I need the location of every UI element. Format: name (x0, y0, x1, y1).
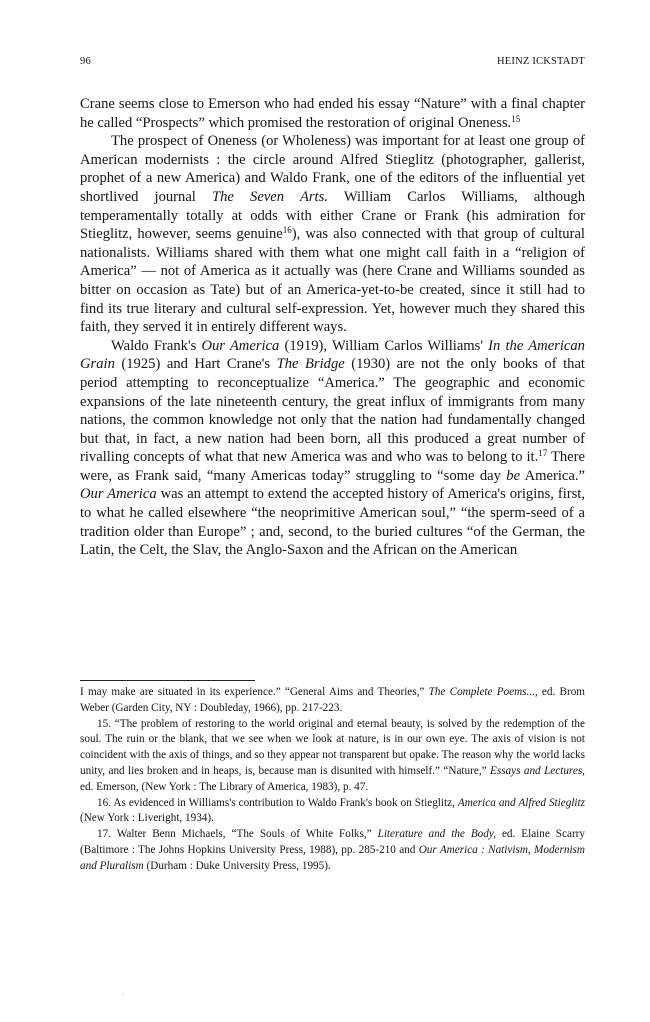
text-run: America.” (520, 467, 585, 484)
text-run: Crane seems close to Emerson who had ended his essay “Nature” with a final chapter he called “Prospects” which promised the restoration of original Oneness. (80, 96, 585, 131)
footnote-ref: 15 (511, 113, 521, 124)
text-run: Waldo Frank's (111, 337, 202, 354)
text-run: (1930) are not the only books of that period attempting to reconceptualize “America.” The geographic and economic expansions of the late nineteenth century, the great influx of immigrants from many nations, the common knowledge not only that the nation had fundamentally changed but that, in fact, a new nation had been born, all this produced a great number of rivalling concepts of what that new America was and who was to belong to it. (80, 356, 585, 466)
text-run: was an attempt to extend the accepted history of America's origins, first, to what he called elsewhere “the neoprimitive American soul,” “the sperm-seed of a tradition older than Europe” ; and, second, to the buried cultures “of the German, the Latin, the Celt, the Slav, the Anglo-Saxon and the African on the American (80, 486, 586, 559)
text-run: (Durham : Duke University Press, 1995). (143, 859, 331, 872)
footnote-continuation (80, 685, 585, 717)
footnote-16 (80, 796, 585, 828)
footnote-17 (80, 827, 585, 874)
running-header (80, 56, 585, 70)
paragraph (80, 95, 585, 132)
footnote-rule (80, 680, 255, 681)
text-run: 17. Walter Benn Michaels, “The Souls of White Folks,” (97, 828, 378, 841)
text-run: There were, as Frank said, “many Americas today” struggling to “some day (80, 449, 585, 484)
footnotes (80, 685, 585, 875)
paragraph (80, 337, 585, 560)
footnote-ref: 17 (538, 448, 548, 459)
text-run: ed. Brom Weber (Garden City, NY : Doubleday, 1966), pp. 217-223. (80, 686, 585, 714)
text-run: 16. As evidenced in Williams's contribution to Waldo Frank's book on Stieglitz, (97, 796, 458, 809)
italic-run: be (506, 467, 521, 484)
italic-run: Essays and Lectures, (490, 764, 585, 777)
text-run: I may make are situated in its experience.” “General Aims and Theories,” (80, 686, 429, 698)
text-run: ), was also connected with that group of cultural nationalists. Williams shared with them what one might call faith in a “religion of America” — not of America as it actually was (here Crane and Williams sounded as bitter on occasion as Tate) but of an America-yet-to-be created, since it still had to find its true literary and cultural self-expression. Yet, however much they shared this faith, they served it in entirely different ways. (80, 226, 585, 336)
running-head-author: HEINZ ICKSTADT (497, 56, 585, 67)
italic-run: The Seven Arts. (212, 188, 328, 205)
paragraph (80, 132, 585, 337)
italic-run: The Bridge (276, 356, 345, 373)
italic-run: Our America (80, 486, 157, 503)
italic-run: Our America (201, 337, 280, 354)
stray-mark: . (122, 988, 124, 997)
text-run: ed. Emerson, (New York : The Library of America, 1983), p. 47. (80, 780, 369, 793)
main-text (80, 95, 585, 560)
text-run: (New York : Liveright, 1934). (80, 812, 214, 825)
italic-run: The Complete Poems..., (428, 686, 538, 698)
italic-run: In the American Grain (80, 337, 585, 373)
text-run: The prospect of Oneness (or Wholeness) was important for at least one group of American modernists : the circle around Alfred Stieglitz (photographer, gallerist, prophet of a new America) and Waldo Frank, one of the editors of the influential yet shortlived journal (80, 133, 585, 205)
text-run: 15. “The problem of restoring to the world original and eternal beauty, is solved by the redemption of the soul. The ruin or the blank, that we see when we look at nature, is in our own eye. The axis of vision is not coincident with the axis of things, and so they appear not transparent but opake. The reason why the world lacks unity, and lies broken and in heaps, is, because man is disunited with himself.” “Nature,” (80, 717, 585, 777)
italic-run: Our America : Nativism, Modernism and Pluralism (80, 843, 585, 872)
text-run: William Carlos Williams, although temperamentally totally at odds with either Crane or Frank (his admiration for Stieglitz, however, seems genuine (80, 188, 585, 243)
text-run: (1919), William Carlos Williams' (279, 337, 489, 354)
italic-run: America and Alfred Stieglitz (457, 796, 586, 809)
page-number: 96 (80, 56, 91, 67)
text-run: ed. Elaine Scarry (Baltimore : The Johns Hopkins University Press, 1988), pp. 285-210 and (80, 828, 585, 856)
footnote-15 (80, 717, 585, 796)
text-run: (1925) and Hart Crane's (114, 356, 277, 373)
footnote-ref: 16 (282, 225, 292, 236)
italic-run: Literature and the Body, (377, 828, 497, 841)
